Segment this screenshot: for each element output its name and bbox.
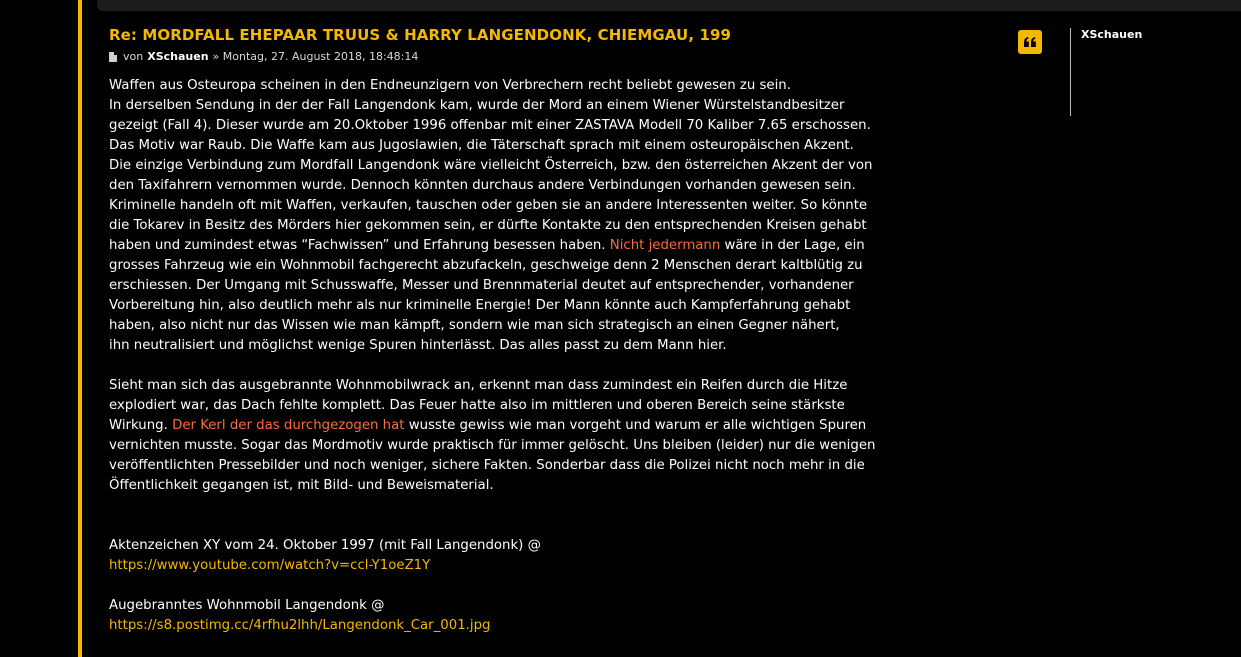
post-meta — [109, 50, 418, 63]
image-link[interactable]: https://s8.postimg.cc/4rfhu2lhh/Langendonk_Car_001.jpg — [109, 618, 491, 633]
text-line: erschiessen. Der Umgang mit Schusswaffe, Messer und Brennmaterial deutet auf entsprechender, vorhandener — [109, 278, 854, 293]
post-icon[interactable] — [109, 52, 117, 62]
forum-post — [97, 19, 1241, 657]
left-accent-rail — [78, 0, 82, 657]
text-line: Das Motiv war Raub. Die Waffe kam aus Jugoslawien, die Täterschaft sprach mit einem osteuropäischen Akzent. — [109, 138, 854, 153]
paragraph-gap — [109, 496, 929, 536]
text-line — [109, 236, 929, 256]
post-title[interactable]: Re: MORDFALL EHEPAAR TRUUS & HARRY LANGENDONK, CHIEMGAU, 199 — [109, 26, 732, 44]
text-line — [109, 416, 929, 436]
text-line: Waffen aus Osteuropa scheinen in den Endneunzigern von Verbrechern recht beliebt gewesen zu sein. — [109, 78, 791, 93]
text-line: Sieht man sich das ausgebrannte Wohnmobilwrack an, erkennt man dass zumindest ein Reifen durch die Hitze — [109, 378, 848, 393]
text-line: den Taxifahrern vernommen wurde. Dennoch könnten durchaus andere Verbindungen vorhanden gewesen sein. — [109, 178, 856, 193]
previous-post-edge — [97, 0, 1241, 11]
post-author-link[interactable]: XSchauen — [147, 50, 209, 63]
text-line: Kriminelle handeln oft mit Waffen, verkaufen, tauschen oder geben sie an andere Interessenten weiter. So könnte — [109, 198, 868, 213]
post-content — [109, 76, 929, 636]
meta-prefix: von — [123, 50, 144, 63]
highlighted-phrase: Der Kerl der das durchgezogen hat — [172, 418, 405, 433]
text-line: vernichten musste. Sogar das Mordmotiv wurde praktisch für immer gelöscht. Uns bleiben (leider) nur die wenigen — [109, 438, 876, 453]
reference-label: Augebranntes Wohnmobil Langendonk @ — [109, 598, 385, 613]
profile-username[interactable]: XSchauen — [1081, 28, 1143, 41]
text-line: die Tokarev in Besitz des Mörders hier gekommen sein, er dürfte Kontakte zu den entsprechenden Kreisen gehabt — [109, 218, 867, 233]
youtube-link[interactable]: https://www.youtube.com/watch?v=ccl-Y1oeZ1Y — [109, 558, 431, 573]
text-line: Öffentlichkeit gegangen ist, mit Bild- und Beweismaterial. — [109, 478, 494, 493]
text-line: gezeigt (Fall 4). Dieser wurde am 20.Oktober 1996 offenbar mit einer ZASTAVA Modell 70 Kaliber 7.65 erschossen. — [109, 118, 871, 133]
text-fragment: Wirkung. — [109, 418, 168, 433]
text-line: veröffentlichten Pressebilder und noch weniger, sichere Fakten. Sonderbar dass die Polizei nicht noch mehr in die — [109, 458, 865, 473]
paragraph-gap — [109, 356, 929, 376]
paragraph-gap — [109, 576, 929, 596]
text-line: ihn neutralisiert und möglichst wenige Spuren hinterlässt. Das alles passt zu dem Mann hier. — [109, 338, 727, 353]
reference-label: Aktenzeichen XY vom 24. Oktober 1997 (mit Fall Langendonk) @ — [109, 538, 541, 553]
text-line: In derselben Sendung in der der Fall Langendonk kam, wurde der Mord an einem Wiener Würstelstandbesitzer — [109, 98, 845, 113]
quote-button[interactable] — [1018, 30, 1042, 54]
text-line: grosses Fahrzeug wie ein Wohnmobil fachgerecht abzufackeln, geschweige denn 2 Menschen derart kaltblütig zu — [109, 258, 863, 273]
text-fragment: wäre in der Lage, ein — [724, 238, 865, 253]
text-fragment: haben und zumindest etwas “Fachwissen” und Erfahrung besessen haben. — [109, 238, 606, 253]
profile-divider — [1070, 28, 1071, 116]
quote-icon — [1023, 36, 1037, 48]
text-line: explodiert war, das Dach fehlte komplett. Das Feuer hatte also im mittleren und oberen Bereich seine stärkste — [109, 398, 845, 413]
text-fragment: wusste gewiss wie man vorgeht und warum er alle wichtigen Spuren — [408, 418, 867, 433]
text-line: Die einzige Verbindung zum Mordfall Langendonk wäre vielleicht Österreich, bzw. den österreichen Akzent der von — [109, 158, 873, 173]
text-line: haben, also nicht nur das Wissen wie man kämpft, sondern wie man sich strategisch an einen Gegner nähert, — [109, 318, 840, 333]
text-line: Vorbereitung hin, also deutlich mehr als nur kriminelle Energie! Der Mann könnte auch Kampferfahrung gehabt — [109, 298, 851, 313]
highlighted-phrase: Nicht jedermann — [609, 238, 721, 253]
post-date: » Montag, 27. August 2018, 18:48:14 — [212, 50, 419, 63]
